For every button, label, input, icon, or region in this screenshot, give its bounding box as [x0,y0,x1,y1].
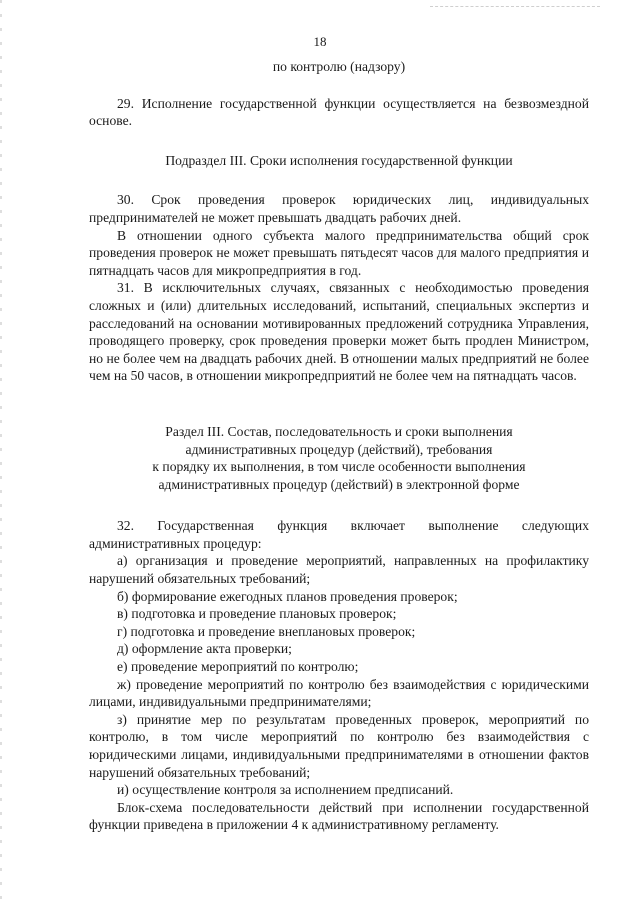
list-item: ж) проведение мероприятий по контролю без взаимодействия с юридическими лицами, индивидуальными предпринимателями; [89,676,589,710]
document-body [89,58,589,834]
list-item: д) оформление акта проверки; [117,641,292,657]
scan-edge-marks [0,0,2,905]
section-3-heading-line: административных процедур (действий) в электронной форме [158,476,520,492]
list-item: г) подготовка и проведение внеплановых проверок; [117,623,416,639]
subsection-3-title: Подраздел III. Сроки исполнения государственной функции [165,152,513,168]
list-item: з) принятие мер по результатам проведенных проверок, мероприятий по контролю, в том числе мероприятий по контролю без взаимодействия с юридическими лицами, индивидуальными предпринимателями в отношении фактов нарушений обязательных требований; [89,711,589,780]
paragraph-31: 31. В исключительных случаях, связанных с необходимостью проведения сложных и (или) длительных исследований, испытаний, специальных экспертиз и расследований на основании мотивированных предложений сотрудника Управления, проводящего проверку, срок проведения проверки может быть продлен Министром, но не более чем на двадцать рабочих дней. В отношении малых предприятий не более чем на 50 часов, в отношении микропредприятий не более чем на пятнадцать часов. [89,280,589,384]
list-item: в) подготовка и проведение плановых проверок; [117,606,397,622]
scan-top-mark [430,6,600,8]
paragraph-29: 29. Исполнение государственной функции осуществляется на безвозмездной основе. [89,95,589,129]
section-3-heading [89,423,589,493]
paragraph-30-small-business: В отношении одного субъекта малого предпринимательства общий срок проведения проверок не может превышать пятьдесят часов для малого предприятия и пятнадцать часов для микропредприятия в год. [89,227,589,278]
list-item: а) организация и проведение мероприятий, направленных на профилактику нарушений обязательных требований; [89,553,589,587]
list-item: б) формирование ежегодных планов проведения проверок; [117,588,458,604]
list-item: и) осуществление контроля за исполнением предписаний. [117,782,454,798]
list-item: е) проведение мероприятий по контролю; [117,659,359,675]
section-3-heading-line: административных процедур (действий), требования [185,441,493,457]
section-3-heading-line: Раздел III. Состав, последовательность и сроки выполнения [165,423,513,439]
procedure-list [89,552,589,798]
continuation-line: по контролю (надзору) [272,59,406,74]
page-number: 18 [313,34,327,49]
paragraph-30: 30. Срок проведения проверок юридических лиц, индивидуальных предпринимателей не может превышать двадцать рабочих дней. [89,192,589,225]
paragraph-32-intro: 32. Государственная функция включает выполнение следующих административных процедур: [89,518,589,551]
section-3-heading-line: к порядку их выполнения, в том числе особенности выполнения [152,459,526,475]
block-scheme-paragraph: Блок-схема последовательности действий при исполнении государственной функции приведена в приложении 4 к административному регламенту. [89,799,589,833]
